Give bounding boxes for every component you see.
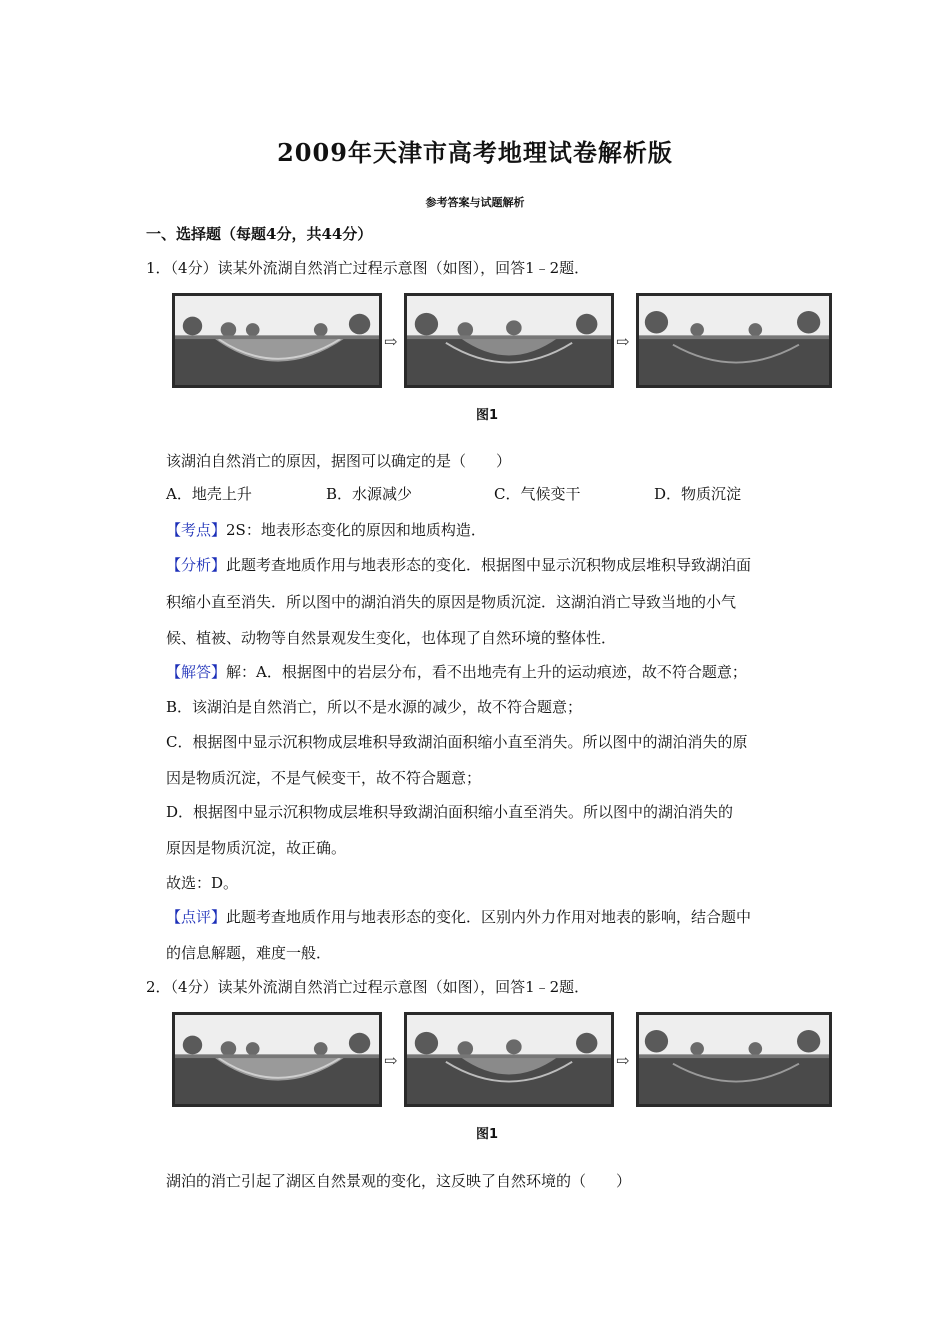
q1-fenxi-line-3: 候、植被、动物等自然景观发生变化，也体现了自然环境的整体性． — [166, 629, 617, 647]
lake-stage-3-panel — [636, 1012, 832, 1107]
q1-option-a: A．地壳上升 — [166, 485, 252, 503]
q1-dianping-line-2: 的信息解题，难度一般． — [166, 944, 332, 962]
page-title: 2009年天津市高考地理试卷解析版 — [277, 138, 673, 167]
fenxi-text-1: 此题考查地质作用与地表形态的变化．根据图中显示沉积物成层堆积导致湖泊面 — [226, 556, 752, 574]
q1-options — [166, 483, 816, 503]
q1-fenxi-line-2: 积缩小直至消失．所以图中的湖泊消失的原因是物质沉淀．这湖泊消亡导致当地的小气 — [166, 593, 737, 611]
lake-stage-2-illustration — [407, 296, 611, 385]
q1-option-c: C．气候变干 — [494, 485, 581, 503]
q1-dianping-line-1 — [166, 906, 751, 927]
q1-option-b: B．水源减少 — [326, 485, 413, 503]
fenxi-tag: 【分析】 — [166, 556, 227, 574]
jieda-text-1: 解：A．根据图中的岩层分布，看不出地壳有上升的运动痕迹，故不符合题意； — [226, 663, 747, 681]
q1-jieda-line-2: B．该湖泊是自然消亡，所以不是水源的减少，故不符合题意； — [166, 698, 583, 716]
lake-stage-2-panel — [404, 1012, 614, 1107]
q1-jieda-line-7: 故选：D。 — [166, 874, 239, 892]
q1-jieda-line-6: 原因是物质沉淀，故正确。 — [166, 839, 347, 857]
lake-stage-3-illustration — [639, 1015, 829, 1104]
lake-stage-1-illustration — [175, 1015, 379, 1104]
stage-arrow-icon: ⇨ — [616, 332, 630, 351]
jieda-tag: 【解答】 — [166, 663, 227, 681]
q1-jieda-line-4: 因是物质沉淀，不是气候变干，故不符合题意； — [166, 769, 482, 787]
q1-figure-label: 图1 — [476, 408, 499, 423]
page-subtitle: 参考答案与试题解析 — [425, 196, 525, 209]
q1-jieda-line-1 — [166, 661, 747, 682]
stage-arrow-icon: ⇨ — [384, 1051, 398, 1070]
dianping-tag: 【点评】 — [166, 908, 227, 926]
q1-figure — [172, 290, 832, 392]
q1-jieda-line-3: C．根据图中显示沉积物成层堆积导致湖泊面积缩小直至消失。所以图中的湖泊消失的原 — [166, 733, 748, 751]
dianping-text-1: 此题考查地质作用与地表形态的变化．区别内外力作用对地表的影响，结合题中 — [226, 908, 752, 926]
q2-figure-label: 图1 — [476, 1127, 499, 1142]
lake-stage-3-illustration — [639, 296, 829, 385]
q1-kaodian — [166, 519, 486, 540]
lake-stage-1-illustration — [175, 296, 379, 385]
stage-arrow-icon: ⇨ — [384, 332, 398, 351]
q1-fenxi-line-1 — [166, 554, 751, 575]
q1-question: 该湖泊自然消亡的原因，据图可以确定的是（ ） — [166, 452, 512, 470]
q2-figure — [172, 1009, 832, 1111]
q2-question: 湖泊的消亡引起了湖区自然景观的变化，这反映了自然环境的（ ） — [166, 1172, 632, 1190]
kaodian-text: 2S：地表形态变化的原因和地质构造． — [226, 521, 486, 539]
q2-stem: 2．（4分）读某外流湖自然消亡过程示意图（如图），回答1﹣2题． — [146, 978, 590, 996]
lake-stage-2-panel — [404, 293, 614, 388]
q1-stem: 1．（4分）读某外流湖自然消亡过程示意图（如图），回答1﹣2题． — [146, 259, 590, 277]
lake-stage-1-panel — [172, 293, 382, 388]
lake-stage-1-panel — [172, 1012, 382, 1107]
stage-arrow-icon: ⇨ — [616, 1051, 630, 1070]
section-heading: 一、选择题（每题4分，共44分） — [146, 225, 373, 243]
lake-stage-2-illustration — [407, 1015, 611, 1104]
q1-option-d: D．物质沉淀 — [654, 485, 742, 503]
q1-jieda-line-5: D．根据图中显示沉积物成层堆积导致湖泊面积缩小直至消失。所以图中的湖泊消失的 — [166, 803, 734, 821]
lake-stage-3-panel — [636, 293, 832, 388]
kaodian-tag: 【考点】 — [166, 521, 227, 539]
